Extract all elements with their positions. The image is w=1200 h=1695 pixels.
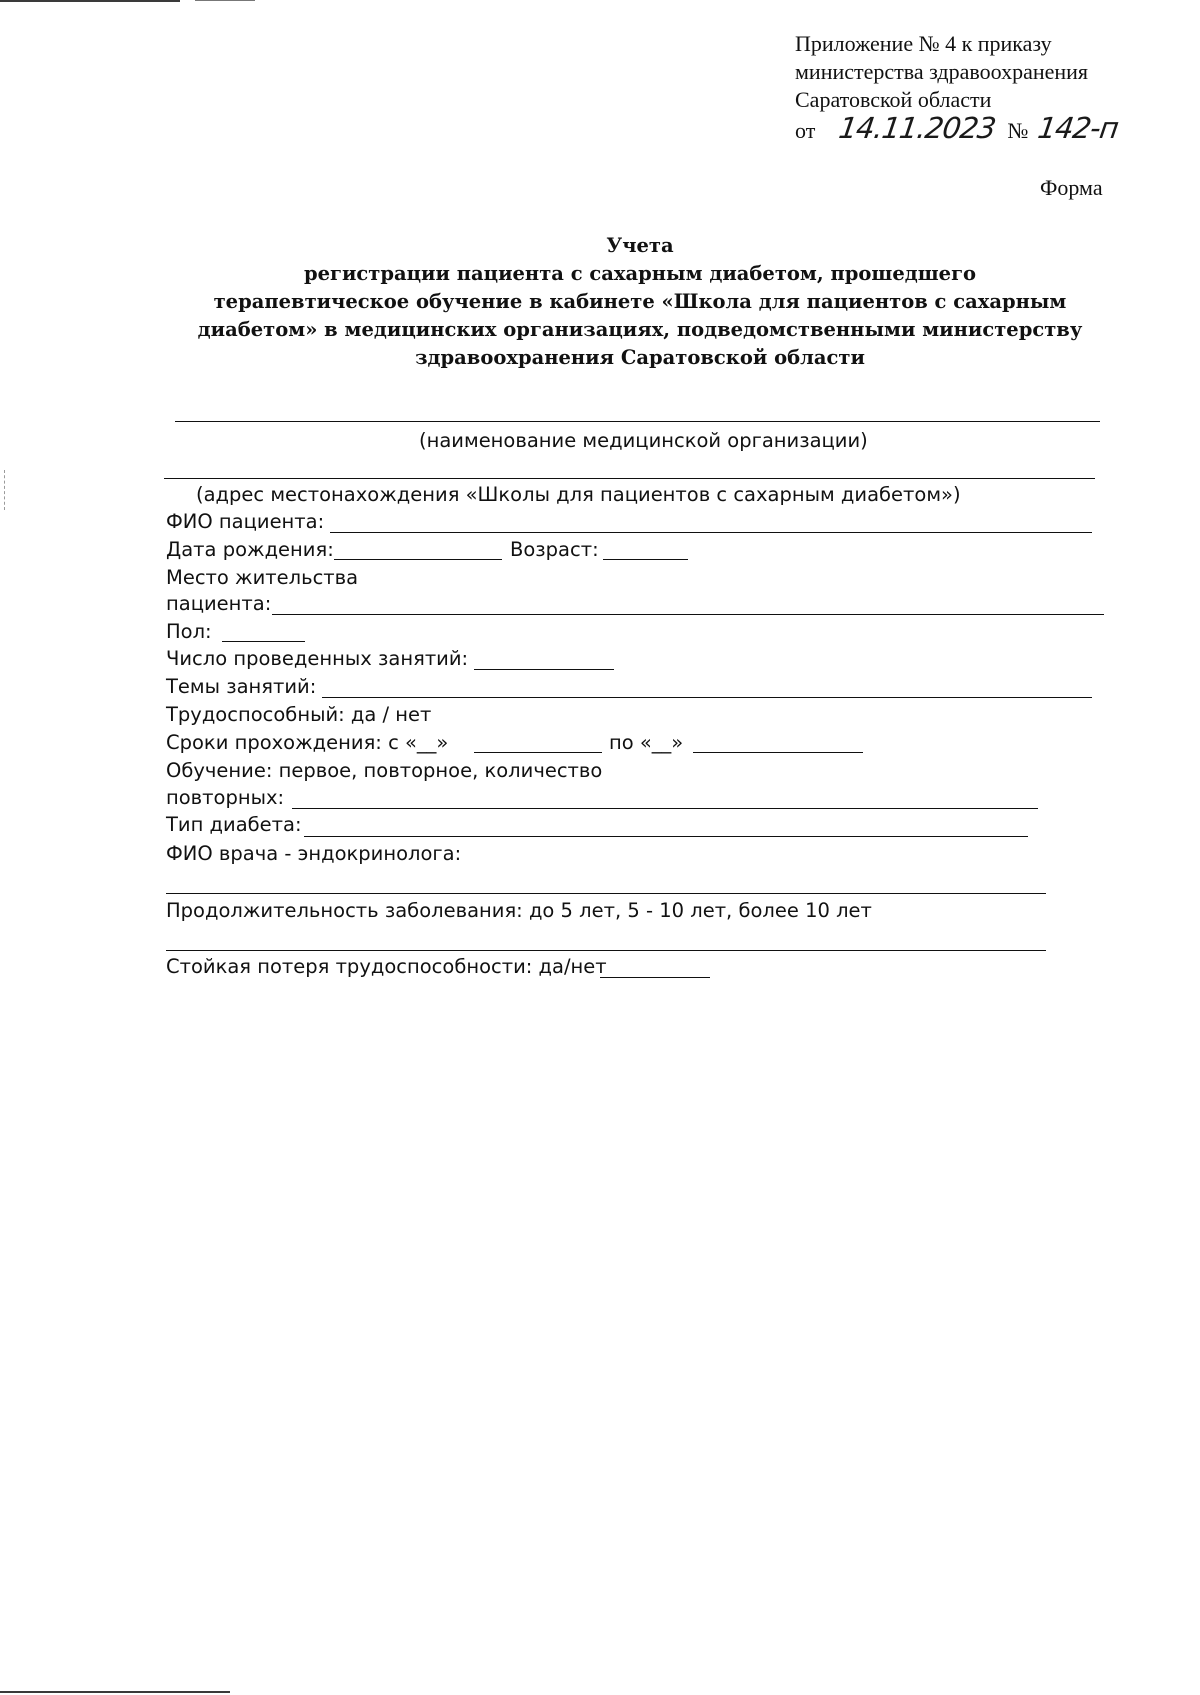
form-label: Форма — [1040, 175, 1103, 200]
title-line-1: Учета — [606, 234, 674, 257]
address-caption: (адрес местонахождения «Школы для пациентов с сахарным диабетом») — [196, 483, 961, 506]
disability-label: Стойкая потеря трудоспособности: да/нет — [166, 955, 607, 978]
period-to-field[interactable] — [693, 752, 863, 753]
diabetes-type-field[interactable] — [304, 836, 1028, 837]
residence-label-line-1: Место жительства — [166, 566, 359, 589]
sex-label: Пол: — [166, 620, 212, 643]
disease-duration-field[interactable] — [166, 950, 1046, 951]
patient-name-label: ФИО пациента: — [166, 510, 325, 533]
title-line-4: диабетом» в медицинских организациях, подведомственными министерству — [197, 318, 1083, 341]
residence-field[interactable] — [272, 614, 1104, 615]
title-line-3: терапевтическое обучение в кабинете «Школа для пациентов с сахарным — [213, 290, 1067, 313]
disease-duration-label: Продолжительность заболевания: до 5 лет, 5 - 10 лет, более 10 лет — [166, 899, 872, 922]
patient-name-field[interactable] — [330, 532, 1092, 533]
able-to-work-label: Трудоспособный: да / нет — [166, 703, 432, 726]
org-name-caption: (наименование медицинской организации) — [419, 429, 868, 452]
order-number-label: № — [1007, 118, 1029, 143]
order-date-handwritten: 14.11.2023 — [836, 111, 998, 145]
birth-date-label: Дата рождения: — [166, 538, 334, 561]
sessions-count-label: Число проведенных занятий: — [166, 647, 469, 670]
topics-label: Темы занятий: — [166, 675, 317, 698]
birth-date-field[interactable] — [334, 559, 502, 560]
address-line[interactable] — [164, 478, 1095, 479]
disability-field[interactable] — [600, 977, 710, 978]
training-label-line-2: повторных: — [166, 786, 285, 809]
age-field[interactable] — [603, 559, 688, 560]
title-line-5: здравоохранения Саратовской области — [415, 346, 865, 369]
diabetes-type-label: Тип диабета: — [166, 813, 302, 836]
approval-line-3: Саратовской области — [795, 87, 992, 112]
repeat-count-field[interactable] — [292, 808, 1038, 809]
approval-line-2: министерства здравоохранения — [795, 59, 1089, 84]
order-prefix: от — [795, 118, 816, 143]
title-line-2: регистрации пациента с сахарным диабетом, прошедшего — [303, 262, 977, 285]
topics-field[interactable] — [322, 697, 1092, 698]
age-label: Возраст: — [510, 538, 599, 561]
sessions-count-field[interactable] — [474, 669, 614, 670]
doctor-field[interactable] — [166, 893, 1046, 894]
training-label-line-1: Обучение: первое, повторное, количество — [166, 759, 603, 782]
period-to-label: по «__» — [609, 731, 684, 754]
sex-field[interactable] — [222, 641, 305, 642]
period-from-field[interactable] — [474, 752, 602, 753]
period-from-label: Сроки прохождения: с «__» — [166, 731, 449, 754]
org-name-line[interactable] — [175, 421, 1100, 422]
approval-line-1: Приложение № 4 к приказу — [795, 31, 1052, 56]
doctor-label: ФИО врача - эндокринолога: — [166, 842, 462, 865]
order-number-handwritten: 142-п — [1035, 111, 1121, 145]
residence-label-line-2: пациента: — [166, 592, 272, 615]
